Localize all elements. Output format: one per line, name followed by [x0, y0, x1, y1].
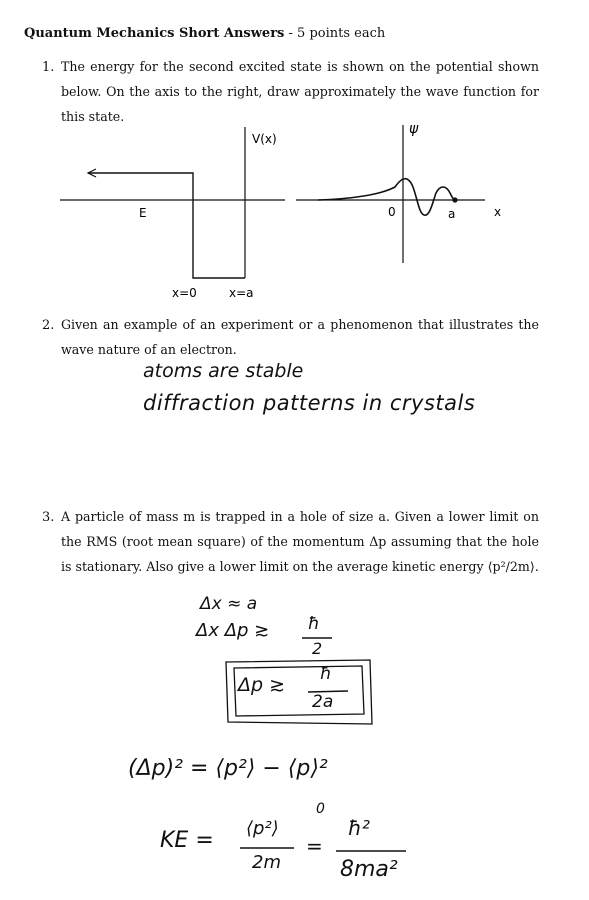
question-1-text: The energy for the second excited state is shown on the potential shown below. On the axis to the right, draw approximately the wave function for this state.: [61, 59, 539, 124]
potential-diagram: [60, 127, 285, 300]
wavefunction-diagram: [296, 121, 501, 263]
q3-box-numerator: ħ: [320, 664, 332, 684]
q3-zero-mean: 0: [316, 801, 325, 817]
q3-variance-relation: (Δp)² = ⟨p²⟩ − ⟨p⟩²: [128, 756, 328, 781]
q3-box-denominator: 2a: [312, 692, 334, 712]
q2-answer-line-1: atoms are stable: [143, 360, 304, 382]
q3-ke-numerator: ⟨p²⟩: [246, 818, 279, 839]
x0-label: x=0: [172, 286, 197, 300]
a-label: a: [448, 207, 456, 221]
q3-ke-lhs: KE =: [160, 828, 214, 853]
q3-ke-rhs-bar: [334, 849, 410, 853]
wavefunction-curve: [318, 179, 455, 215]
question-1-number: 1.: [42, 60, 55, 75]
question-3-number: 3.: [42, 510, 55, 525]
question-2-number: 2.: [42, 318, 55, 333]
xa-label: x=a: [229, 286, 254, 300]
q3-ke-denominator: 2m: [252, 852, 281, 873]
node-dot: [452, 197, 457, 202]
page-header: [24, 26, 385, 41]
question-2-text: Given an example of an experiment or a phenomenon that illustrates the wave nature of an electron.: [61, 317, 539, 357]
energy-label: E: [139, 206, 147, 220]
points-note: - 5 points each: [288, 26, 386, 41]
q3-ke-bar: [238, 846, 298, 850]
origin-label: 0: [388, 205, 396, 219]
potential-curve: [88, 173, 245, 278]
q3-box-lhs: Δp ≳: [238, 674, 286, 696]
psi-label: ψ: [409, 121, 419, 137]
q3-two: 2: [312, 639, 323, 658]
question-3-text: A particle of mass m is trapped in a hole of size a. Given a lower limit on the RMS (root mean square) of the momentum Δp assuming that the hole is stationary. Also give a lower limit on the average kinetic energy ⟨p²/2m⟩.: [61, 509, 539, 574]
question-1-diagram: [0, 115, 589, 305]
q3-ke-rhs-numerator: ħ²: [348, 816, 370, 840]
q2-answer-line-2: diffraction patterns in crystals: [143, 391, 476, 415]
potential-label: V(x): [252, 132, 277, 146]
q3-hbar: ħ: [308, 614, 320, 634]
page-title: Quantum Mechanics Short Answers: [24, 26, 285, 41]
q3-uncertainty-x: Δx ≈ a: [200, 594, 258, 614]
q3-ke-rhs-denominator: 8ma²: [340, 857, 398, 882]
q3-ke-equals: =: [306, 834, 323, 858]
q3-uncertainty-relation: Δx Δp ≳: [196, 620, 270, 641]
x-label: x: [494, 205, 502, 219]
